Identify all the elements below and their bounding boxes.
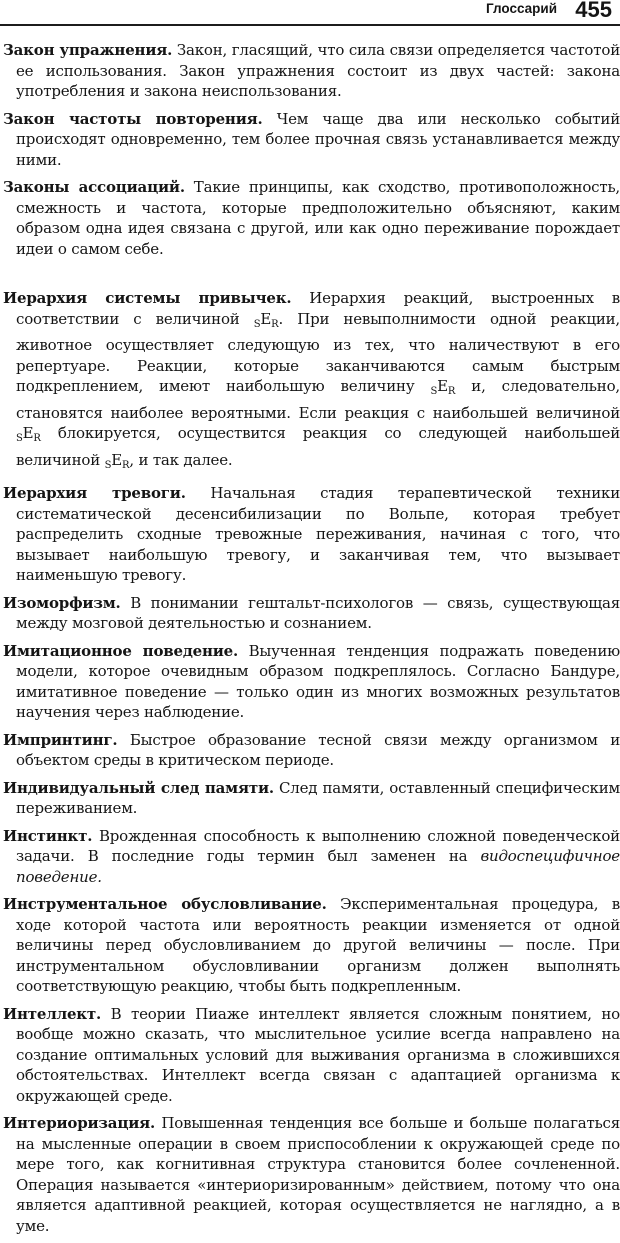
- entry-definition: Закон, гласящий, что сила связи определяется частотой ее использования. Закон упражнения состоит из двух частей: закона употребления и закона неиспользования.: [16, 41, 620, 100]
- entry-definition-part: , и так далее.: [129, 450, 233, 469]
- glossary-entry: [0, 593, 620, 634]
- entry-term: Иерархия системы привычек.: [3, 289, 292, 307]
- entry-definition-part: блокируется, осуществится реакция со следующей наибольшей величиной: [16, 424, 620, 469]
- glossary-entry: [0, 730, 620, 771]
- glossary-entry: [0, 641, 620, 723]
- glossary-entry: [0, 177, 620, 259]
- entry-term: Интериоризация.: [3, 1114, 156, 1132]
- entry-definition: Такие принципы, как сходство, противоположность, смежность и частота, которые предположительно объясняют, каким образом одна идея связана с другой, или как одно переживание порождает идеи о самом себе.: [16, 178, 620, 258]
- section-title: Глоссарий: [486, 1, 557, 16]
- entry-definition: В понимании гештальт-психологов — связь, существующая между мозговой деятельностью и сознанием.: [16, 593, 620, 632]
- entry-term: Законы ассоциаций.: [3, 178, 185, 196]
- entry-term: Интеллект.: [3, 1004, 102, 1023]
- entry-definition: Врожденная способность к выполнению сложной поведенческой задачи. В последние годы термин был заменен на: [16, 826, 620, 865]
- entry-term: Инстинкт.: [3, 826, 93, 845]
- habit-strength-symbol: $_SE_R$: [104, 450, 130, 471]
- entry-term: Индивидуальный след памяти.: [3, 778, 274, 797]
- habit-strength-symbol: $_SE_R$: [16, 424, 41, 444]
- entry-definition: В теории Пиаже интеллект является сложным понятием, но вообще можно сказать, что мыслительное усилие всегда направлено на создание оптимальных условий для выживания организма в сложившихся обстоятельствах. Интеллект всегда связан с адаптацией организма к окружающей среде.: [16, 1004, 620, 1105]
- running-header: [0, 0, 620, 26]
- header-rule: [0, 24, 620, 26]
- entry-term: Иерархия тревоги.: [3, 484, 186, 502]
- entry-definition-part: Иерархия реакций, выстроенных в соответствии с величиной: [16, 289, 620, 328]
- glossary-entry: [0, 1113, 620, 1236]
- glossary-entries: [0, 40, 620, 1243]
- glossary-entry: [0, 894, 620, 997]
- glossary-entry: [0, 1004, 620, 1107]
- entry-term: Импринтинг.: [3, 730, 118, 749]
- entry-definition: Чем чаще два или несколько событий происходят одновременно, тем более прочная связь устанавливается между ними.: [16, 109, 620, 169]
- entry-italic-term: видоспецифичное поведение.: [16, 847, 620, 886]
- entry-definition-part: . При невыполнимости одной реакции, животное осуществляет следующую из тех, что наличествуют в его репертуаре. Реакции, которые заканчиваются самым быстрым подкреплением, имеют наибольшую величину: [16, 309, 620, 395]
- glossary-entry: [0, 288, 620, 476]
- glossary-entry: [0, 778, 620, 819]
- glossary-entry: [0, 483, 620, 586]
- glossary-entry: [0, 109, 620, 171]
- entry-definition: След памяти, оставленный специфическим переживанием.: [16, 778, 620, 817]
- entry-definition: Выученная тенденция подражать поведению модели, которое очевидным образом подкреплялось. Согласно Бандуре, имитативное поведение — только один из многих возможных результатов научения через наблюдение.: [16, 641, 620, 721]
- glossary-entry: [0, 826, 620, 888]
- entry-definition-part: и, следовательно, становятся наиболее вероятными. Если реакция с наибольшей величиной: [16, 377, 620, 422]
- entry-definition: Быстрое образование тесной связи между организмом и объектом среды в критическом периоде.: [16, 730, 620, 769]
- glossary-entry: [0, 40, 620, 102]
- habit-strength-symbol: $_SE_R$: [253, 309, 279, 330]
- entry-definition: Экспериментальная процедура, в ходе которой частота или вероятность реакции изменяется от одной величины перед обусловливанием до другой величины — после. При инструментальном обусловливании организм должен выполнять соответствующую реакцию, чтобы быть подкрепленным.: [16, 895, 620, 995]
- entry-term: Изоморфизм.: [3, 593, 121, 612]
- entry-term: Инструментальное обусловливание.: [3, 895, 327, 913]
- entry-term: Закон упражнения.: [3, 41, 173, 59]
- habit-strength-symbol: $_SE_R$: [430, 377, 456, 397]
- entry-definition: Начальная стадия терапевтической техники систематической десенсибилизации по Вольпе, которая требует распределить сходные тревожные переживания, начиная с того, что вызывает наибольшую тревогу, и заканчивая тем, что вызывает наименьшую тревогу.: [16, 484, 620, 584]
- entry-term: Закон частоты повторения.: [3, 109, 263, 128]
- entry-term: Имитационное поведение.: [3, 641, 239, 660]
- page-number: 455: [575, 0, 612, 22]
- entry-definition: Повышенная тенденция все больше и больше полагаться на мысленные операции в своем приспособлении к окружающей среде по мере того, как когнитивная структура становится более сочлененной. Операция называется «интериоризированным» действием, потому что она является адаптивной реакцией, которая осуществляется не наглядно, а в уме.: [16, 1114, 620, 1235]
